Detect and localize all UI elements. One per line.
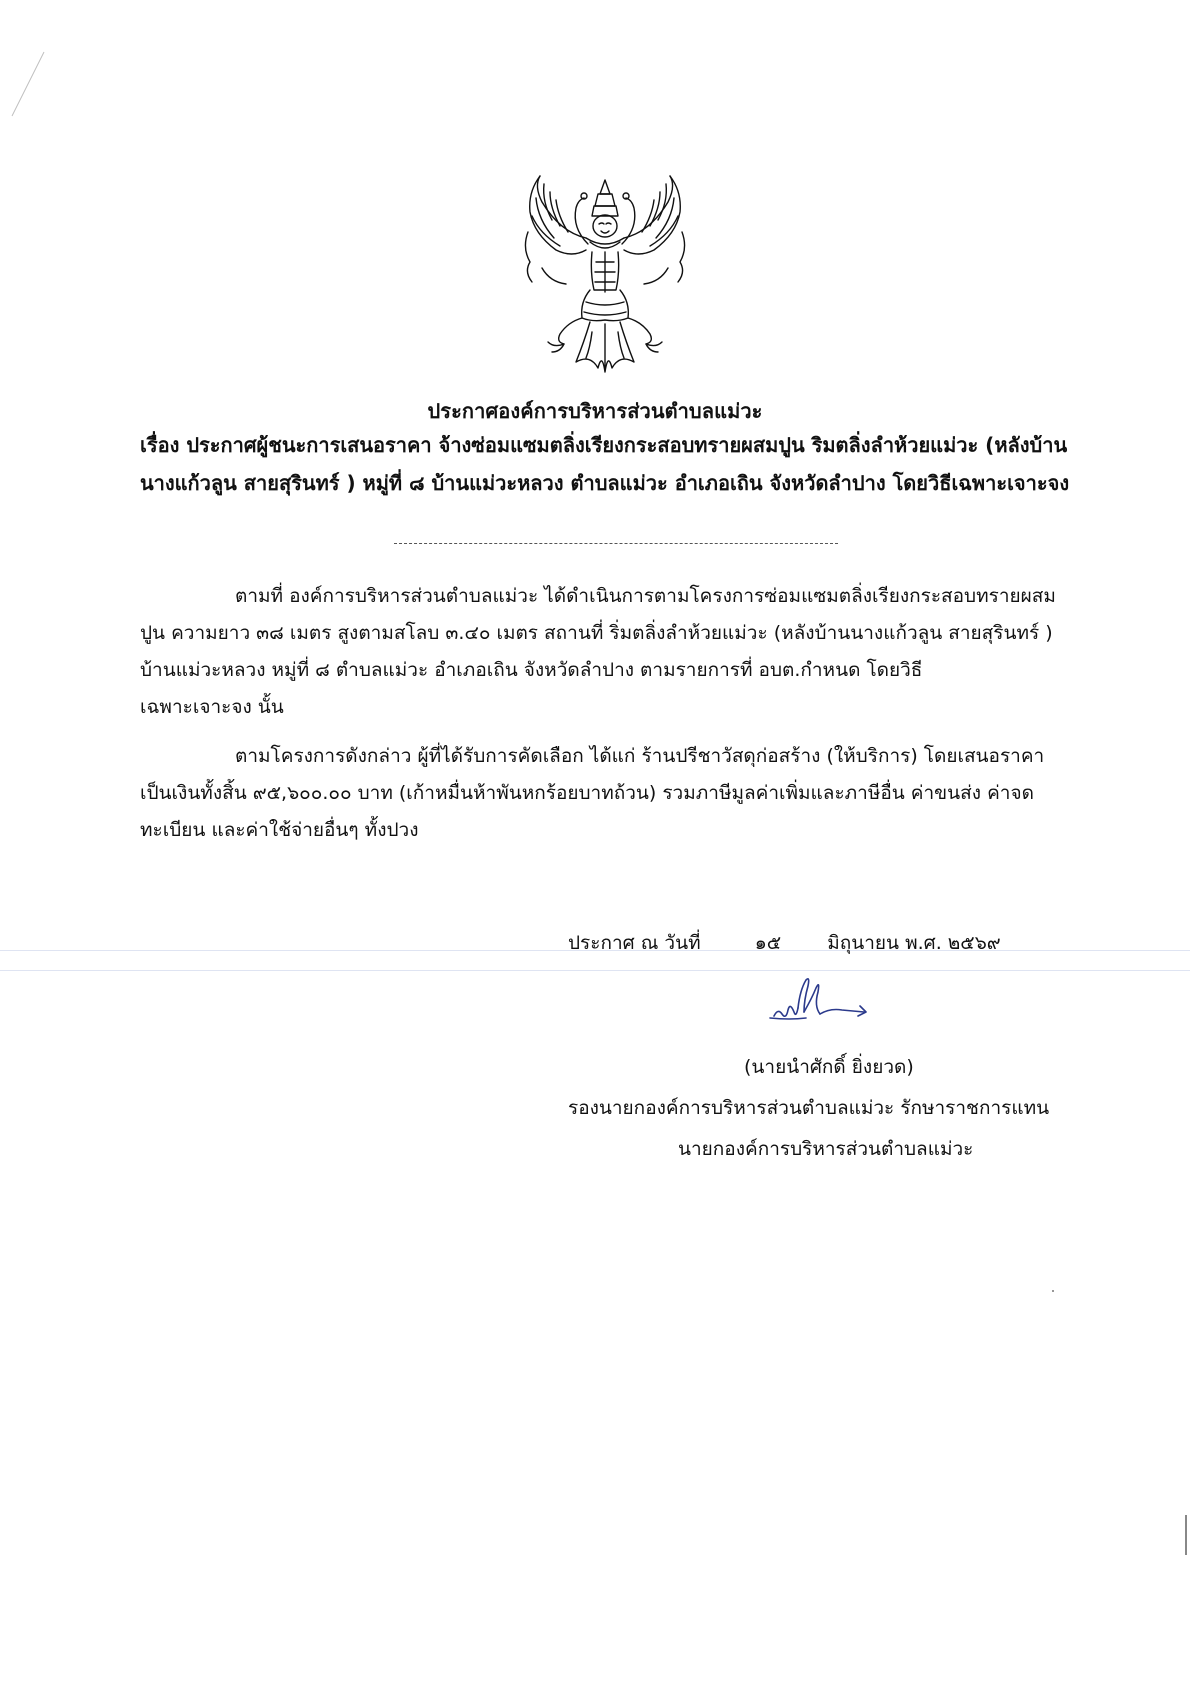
subject-line-1: เรื่อง ประกาศผู้ชนะการเสนอราคา จ้างซ่อมแซมตลิ่งเรียงกระสอบทรายผสมปูน ริมตลิ่งลำห้วยแม่วะ (หลังบ้าน [140, 433, 1068, 457]
announcement-date [568, 928, 1001, 958]
date-prefix: ประกาศ ณ วันที่ [568, 932, 701, 954]
date-day: ๑๕ [754, 932, 782, 954]
scan-artifact-line [0, 970, 1190, 971]
date-month-year: มิถุนายน พ.ศ. ๒๕๖๙ [827, 932, 1001, 954]
garuda-emblem-icon [520, 172, 690, 377]
scan-mark-icon [8, 50, 48, 120]
paragraph-1-line: เฉพาะเจาะจง นั้น [140, 696, 284, 718]
paragraph-2-line: ทะเบียน และค่าใช้จ่ายอื่นๆ ทั้งปวง [140, 819, 419, 841]
document-title: ประกาศองค์การบริหารส่วนตำบลแม่วะ [427, 399, 763, 423]
paragraph-2 [140, 738, 1100, 849]
handwritten-signature [760, 970, 880, 1030]
paragraph-2-line: ตามโครงการดังกล่าว ผู้ที่ได้รับการคัดเลือก ได้แก่ ร้านปรีชาวัสดุก่อสร้าง (ให้บริการ) โดยเสนอราคา [235, 745, 1045, 767]
signatory-position-line-2: นายกองค์การบริหารส่วนตำบลแม่วะ [678, 1138, 974, 1160]
scan-edge-mark [1185, 1515, 1187, 1555]
paragraph-1 [140, 578, 1100, 726]
subject-line-2: นางแก้วลูน สายสุรินทร์ ) หมู่ที่ ๘ บ้านแม่วะหลวง ตำบลแม่วะ อำเภอเถิน จังหวัดลำปาง โดยวิธีเฉพาะเจาะจง [140, 471, 1070, 495]
signatory-name: (นายนำศักดิ์ ยิ่งยวด) [744, 1056, 914, 1078]
signatory-position-line-1: รองนายกองค์การบริหารส่วนตำบลแม่วะ รักษาราชการแทน [568, 1097, 1050, 1119]
document-subject [140, 426, 1110, 502]
paragraph-1-line: ตามที่ องค์การบริหารส่วนตำบลแม่วะ ได้ดำเนินการตามโครงการซ่อมแซมตลิ่งเรียงกระสอบทรายผสม [235, 585, 1056, 607]
paragraph-1-line: บ้านแม่วะหลวง หมู่ที่ ๘ ตำบลแม่วะ อำเภอเถิน จังหวัดลำปาง ตามรายการที่ อบต.กำหนด โดยวิธี [140, 659, 923, 681]
scan-speck [1052, 1290, 1054, 1292]
paragraph-1-line: ปูน ความยาว ๓๘ เมตร สูงตามสโลบ ๓.๔๐ เมตร สถานที่ ริ่มตลิ่งลำห้วยแม่วะ (หลังบ้านนางแก้วลูน สายสุรินทร์ ) [140, 622, 1053, 644]
paragraph-2-line: เป็นเงินทั้งสิ้น ๙๕,๖๐๐.๐๐ บาท (เก้าหมื่นห้าพันหกร้อยบาทถ้วน) รวมภาษีมูลค่าเพิ่มและภาษีอื่น ค่าขนส่ง ค่าจด [140, 782, 1034, 804]
separator-rule [394, 543, 838, 544]
